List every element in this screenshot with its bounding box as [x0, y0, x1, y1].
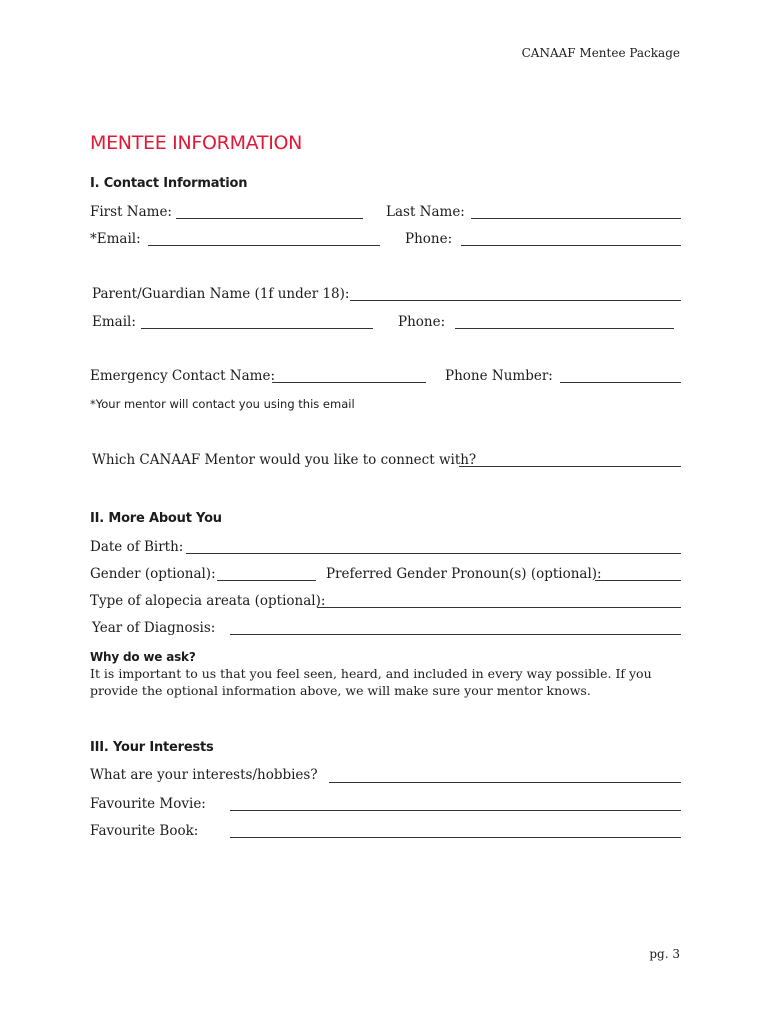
phone-field[interactable] [461, 245, 681, 246]
movie-field[interactable] [230, 810, 681, 811]
guardian-name-field[interactable] [350, 300, 681, 301]
page-title: MENTEE INFORMATION [90, 132, 303, 154]
book-field[interactable] [230, 837, 681, 838]
book-label: Favourite Book: [90, 823, 199, 839]
emergency-name-field[interactable] [272, 382, 426, 383]
email-field[interactable] [148, 245, 380, 246]
section-heading-contact: I. Contact Information [90, 176, 248, 191]
pronoun-label: Preferred Gender Pronoun(s) (optional): [326, 566, 602, 582]
gender-field[interactable] [217, 580, 316, 581]
emergency-phone-label: Phone Number: [445, 368, 553, 384]
page-number: pg. 3 [649, 947, 680, 961]
diagnosis-field[interactable] [230, 634, 681, 635]
alopecia-label: Type of alopecia areata (optional): [90, 593, 326, 609]
first-name-label: First Name: [90, 204, 172, 220]
first-name-field[interactable] [176, 218, 363, 219]
email-note: *Your mentor will contact you using this email [90, 397, 355, 411]
dob-field[interactable] [186, 553, 681, 554]
dob-label: Date of Birth: [90, 539, 184, 555]
gender-label: Gender (optional): [90, 566, 216, 582]
movie-label: Favourite Movie: [90, 796, 206, 812]
why-paragraph-line-1: It is important to us that you feel seen, heard, and included in every way possible. If you [90, 666, 652, 681]
pronoun-field[interactable] [595, 580, 681, 581]
section-heading-about: II. More About You [90, 511, 222, 526]
emergency-name-label: Emergency Contact Name: [90, 368, 276, 384]
page-header: CANAAF Mentee Package [521, 46, 680, 60]
last-name-label: Last Name: [386, 204, 465, 220]
alopecia-field[interactable] [317, 607, 681, 608]
hobbies-label: What are your interests/hobbies? [90, 767, 318, 783]
mentor-choice-field[interactable] [459, 466, 681, 467]
hobbies-field[interactable] [329, 782, 681, 783]
phone-label: Phone: [405, 231, 453, 247]
guardian-phone-field[interactable] [455, 328, 674, 329]
guardian-phone-label: Phone: [398, 314, 446, 330]
why-heading: Why do we ask? [90, 650, 196, 664]
guardian-email-label: Email: [92, 314, 136, 330]
guardian-email-field[interactable] [141, 328, 373, 329]
emergency-phone-field[interactable] [560, 382, 681, 383]
mentor-question-label: Which CANAAF Mentor would you like to connect with? [92, 452, 477, 468]
why-paragraph-line-2: provide the optional information above, we will make sure your mentor knows. [90, 683, 591, 698]
section-heading-interests: III. Your Interests [90, 740, 214, 755]
email-label: *Email: [90, 231, 141, 247]
diagnosis-label: Year of Diagnosis: [92, 620, 216, 636]
last-name-field[interactable] [471, 218, 681, 219]
guardian-name-label: Parent/Guardian Name (1f under 18): [92, 286, 350, 302]
